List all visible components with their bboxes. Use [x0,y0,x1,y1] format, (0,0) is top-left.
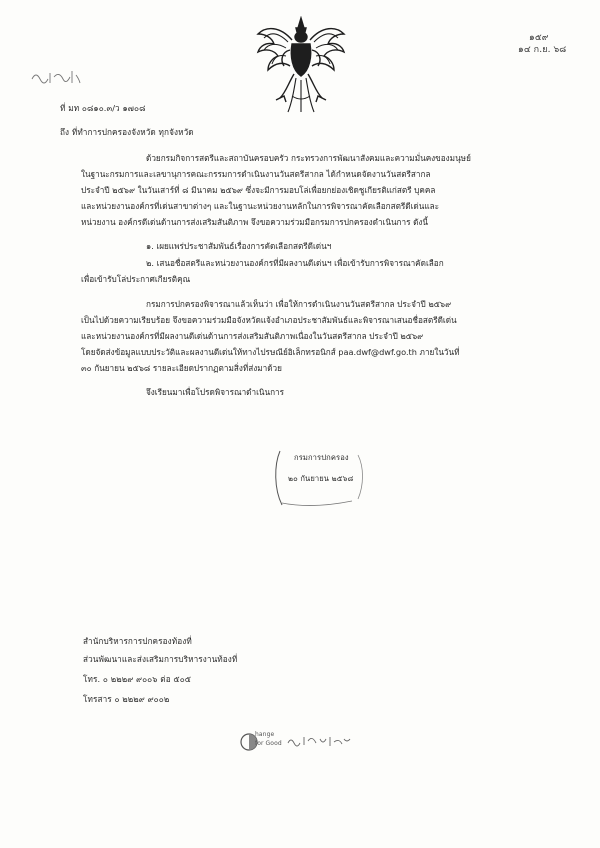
stamp-date: ๒๐ กันยายน ๒๕๖๘ [288,474,354,483]
closing-line: จึงเรียนมาเพื่อโปรดพิจารณาดำเนินการ [146,387,285,397]
item-1: ๑. เผยแพร่ประชาสัมพันธ์เรื่องการคัดเลือกสตรีดีเด่นฯ [146,241,332,251]
item-2-line-1: ๒. เสนอชื่อสตรีและหน่วยงานองค์กรที่มีผลงานดีเด่นฯ เพื่อเข้ารับการพิจารณาคัดเลือก [146,258,444,268]
receive-number: ๑๕๙ [529,33,549,43]
para1-line-2: ในฐานะกรมการและเลขานุการคณะกรรมการดำเนินงานวันสตรีสากล ได้กำหนดจัดงานวันสตรีสากล [81,169,431,179]
footer-fax: โทรสาร ๐ ๒๒๒๙ ๙๐๐๒ [83,694,170,704]
para1-line-5: หน่วยงาน องค์กรดีเด่นด้านการส่งเสริมสันติภาพ จึงขอความร่วมมือกรมการปกครองดำเนินการ ดังนี้ [81,217,429,227]
para2-line-2: เป็นไปด้วยความเรียบร้อย จึงขอความร่วมมือจังหวัดแจ้งอำเภอประชาสัมพันธ์และพิจารณาเสนอชื่อสตรีดีเด่น [81,315,457,325]
para2-line-1: กรมการปกครองพิจารณาแล้วเห็นว่า เพื่อให้การดำเนินงานวันสตรีสากล ประจำปี ๒๕๖๙ [146,299,452,309]
para1-line-1: ด้วยกรมกิจการสตรีและสถาบันครอบครัว กระทรวงการพัฒนาสังคมและความมั่นคงของมนุษย์ [146,153,471,163]
receive-date: ๑๔ ก.ย. ๖๘ [518,45,567,55]
item-2-line-2: เพื่อเข้ารับโล่ประกาศเกียรติคุณ [81,274,191,284]
document-number: ที่ มท ๐๘๑๐.๓/ว ๑๗๐๘ [60,103,146,113]
footer-office: สำนักบริหารการปกครองท้องที่ [83,636,192,646]
logo-text-2: for Good [255,740,282,747]
footer-division: ส่วนพัฒนาและส่งเสริมการบริหารงานท้องที่ [83,654,238,664]
garuda-emblem [252,16,350,116]
addressee-line: ถึง ที่ทำการปกครองจังหวัด ทุกจังหวัด [60,127,194,137]
change-for-good-logo [238,730,356,754]
handwritten-stamp [30,67,82,87]
para1-line-4: และหน่วยงานองค์กรที่เด่นสาขาต่างๆ และในฐานะหน่วยงานหลักในการพิจารณาคัดเลือกสตรีดีเด่นและ [81,201,440,211]
para2-line-3: และหน่วยงานองค์กรที่มีผลงานดีเด่นด้านการส่งเสริมสันติภาพเนื่องในวันสตรีสากล ประจำปี ๒๕๖๙ [81,331,424,341]
stamp-org: กรมการปกครอง [294,453,349,462]
logo-text-1: hange [255,731,275,738]
para2-line-4: โดยจัดส่งข้อมูลแบบประวัติและผลงานดีเด่นให้ทางไปรษณีย์อิเล็กทรอนิกส์ paa.dwf@dwf.go.th ภายในวันที่ [81,347,460,357]
para1-line-3: ประจำปี ๒๕๖๙ ในวันเสาร์ที่ ๘ มีนาคม ๒๕๖๙ ซึ่งจะมีการมอบโล่เพื่อยกย่องเชิดชูเกียรติแก่สตรี บุคคล [81,185,436,195]
footer-tel: โทร. ๐ ๒๒๒๙ ๙๐๐๖ ต่อ ๕๐๕ [83,674,192,684]
department-stamp [272,445,370,513]
logo-thai-script-icon [286,733,352,749]
para2-line-5: ๓๐ กันยายน ๒๕๖๘ รายละเอียดปรากฏตามสิ่งที่ส่งมาด้วย [81,363,282,373]
